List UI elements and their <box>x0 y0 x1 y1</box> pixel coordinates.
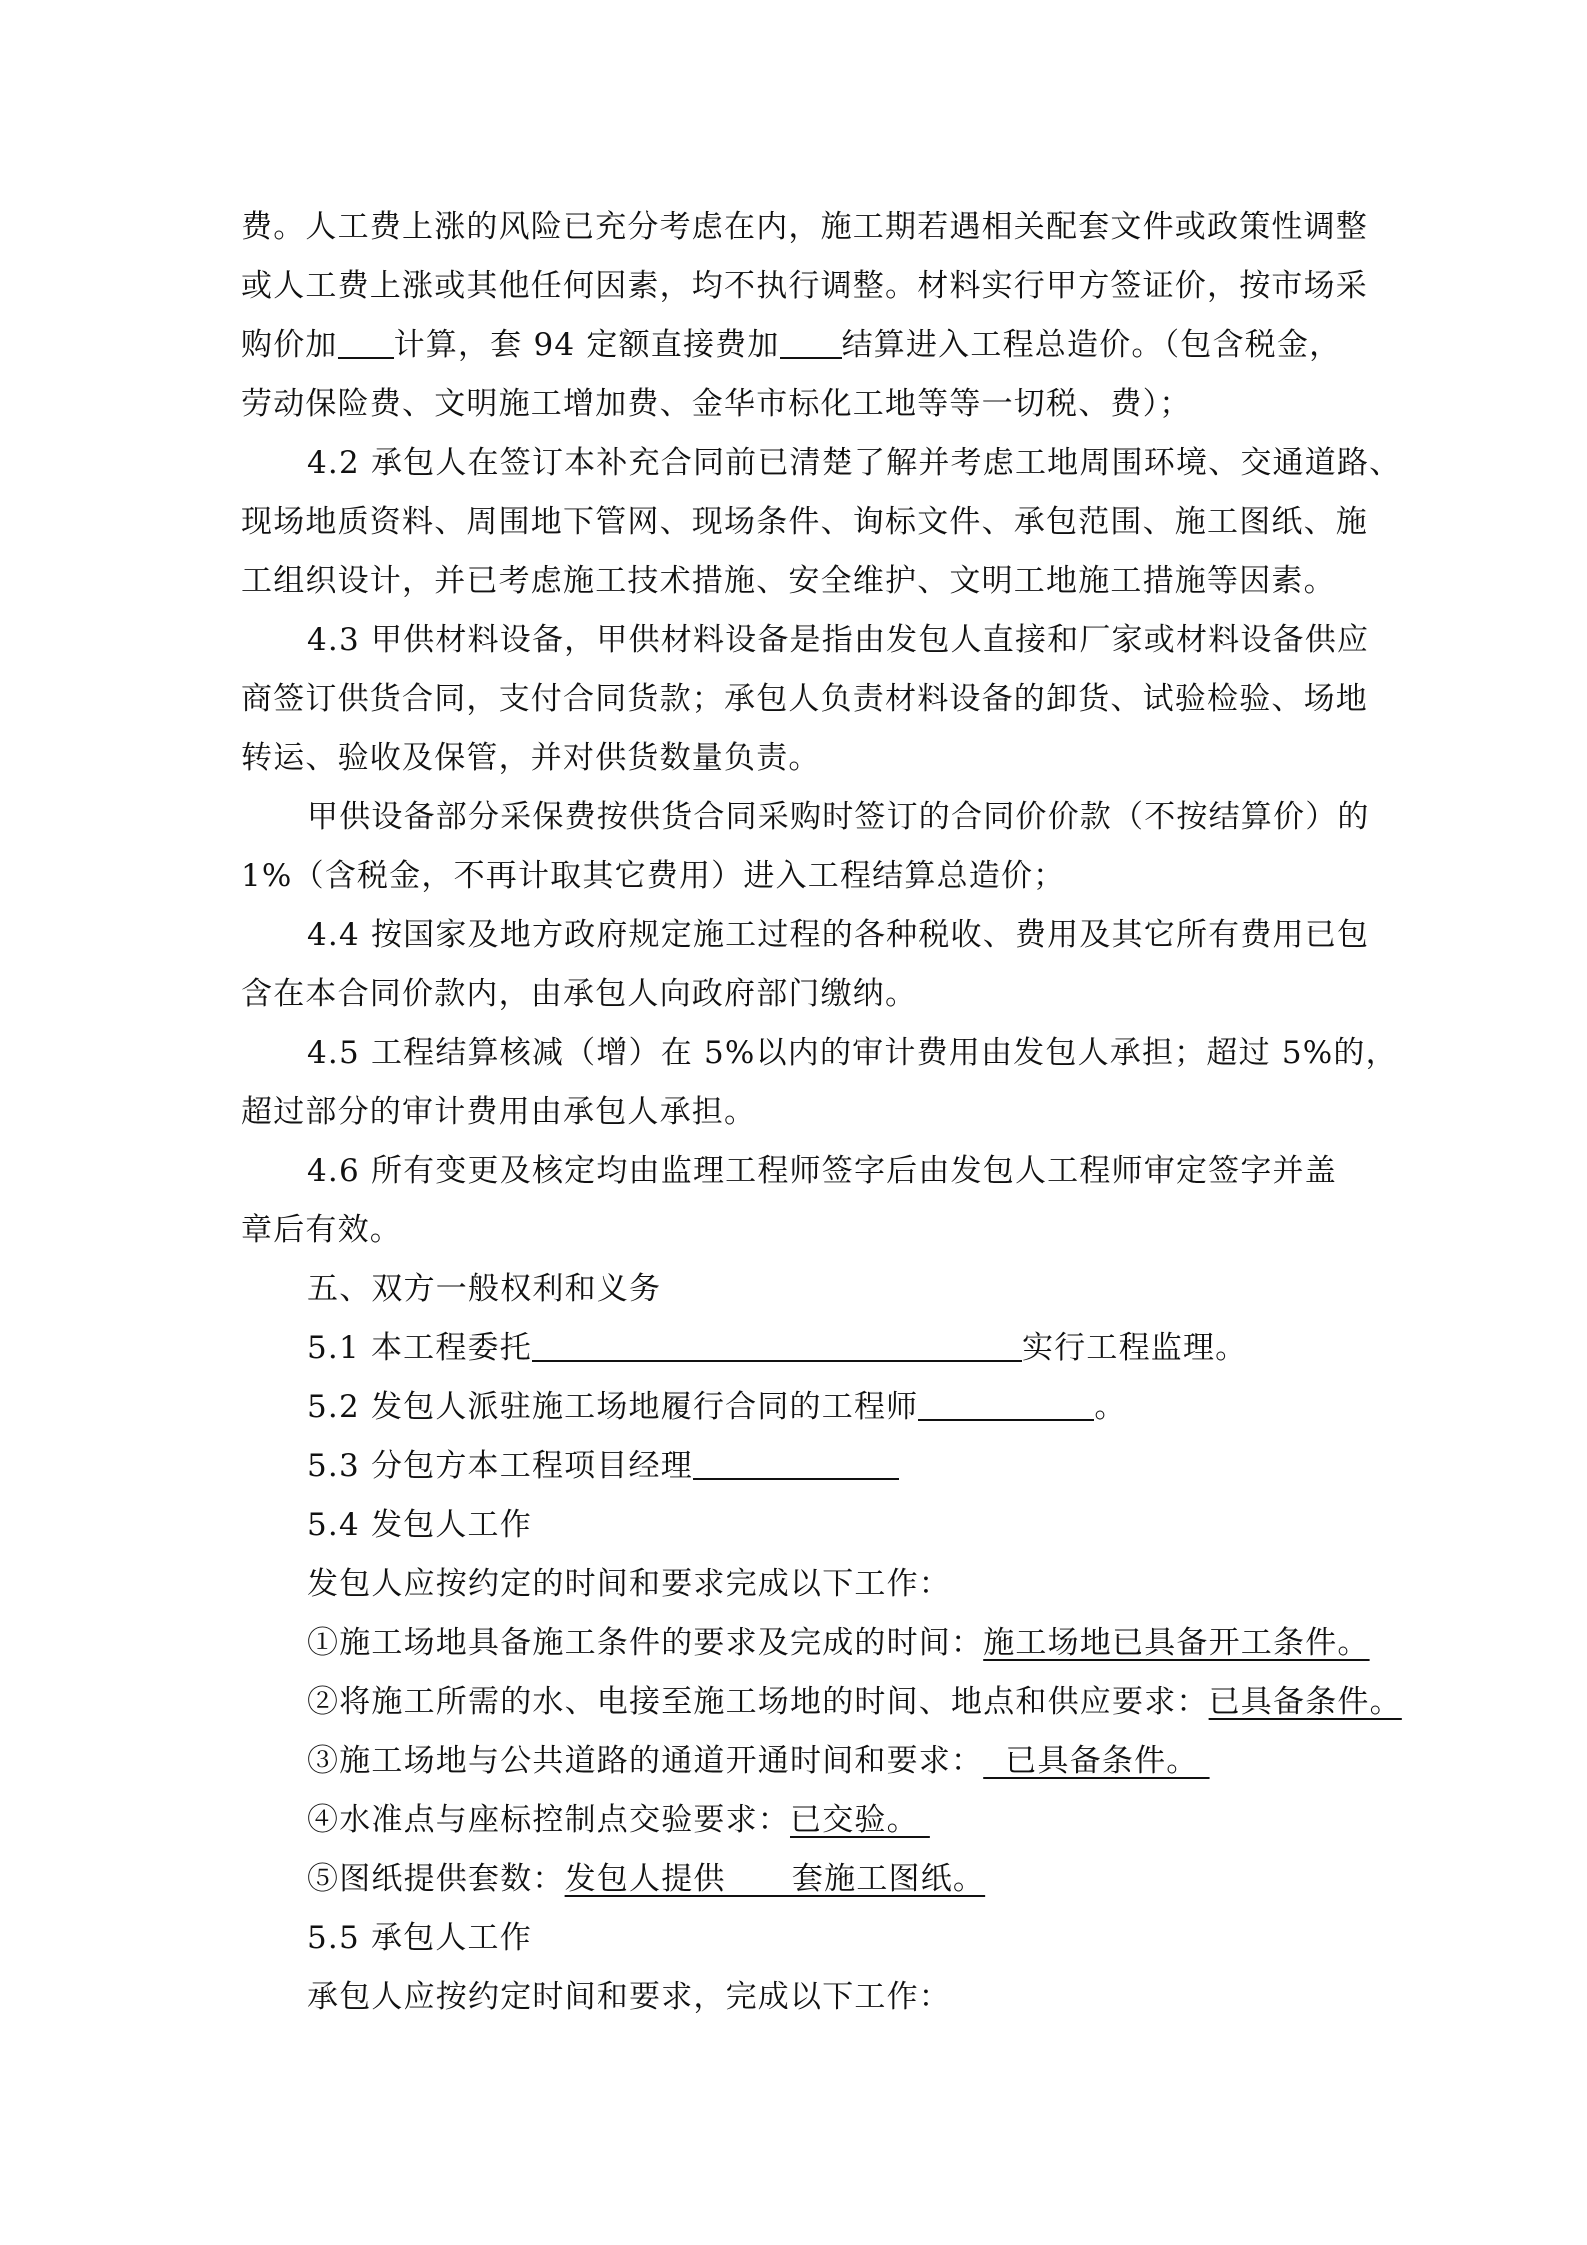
clause-5-4-heading: 5.4 发包人工作 <box>307 1507 532 1543</box>
underlined-answer: 施工场地已具备开工条件。 <box>983 1625 1370 1661</box>
clause-5-3-line <box>241 1437 1353 1496</box>
paragraph-line: 转运、验收及保管，并对供货数量负责。 <box>241 740 821 776</box>
employer-task-4 <box>241 1791 1353 1850</box>
employer-task-2 <box>241 1673 1402 1732</box>
paragraph-line: 发包人应按约定的时间和要求完成以下工作： <box>307 1566 951 1602</box>
clause-4-2-heading-line: 4.2 承包人在签订本补充合同前已清楚了解并考虑工地周围环境、交通道路、 <box>307 445 1402 481</box>
text-segment: ③施工场地与公共道路的通道开通时间和要求： <box>307 1743 984 1779</box>
paragraph-line: 章后有效。 <box>241 1212 402 1248</box>
employer-task-3 <box>241 1732 1353 1791</box>
text-segment: 5.3 分包方本工程项目经理 <box>307 1448 693 1484</box>
text-segment: 5.2 发包人派驻施工场地履行合同的工程师 <box>307 1389 919 1425</box>
clause-5-1-line <box>241 1319 1353 1378</box>
paragraph-line: 劳动保险费、文明施工增加费、金华市标化工地等等一切税、费）； <box>241 386 1192 422</box>
employer-task-5 <box>241 1850 1353 1909</box>
section-five-heading: 五、双方一般权利和义务 <box>307 1271 662 1307</box>
paragraph-line: 工组织设计，并已考虑施工技术措施、安全维护、文明工地施工措施等因素。 <box>241 563 1336 599</box>
clause-4-6-heading-line: 4.6 所有变更及核定均由监理工程师签字后由发包人工程师审定签字并盖 <box>307 1153 1337 1189</box>
underlined-answer: 已具备条件。 <box>983 1743 1210 1779</box>
paragraph-line: 承包人应按约定时间和要求，完成以下工作： <box>307 1979 951 2015</box>
paragraph-line: 或人工费上涨或其他任何因素，均不执行调整。材料实行甲方签证价，按市场采 <box>241 268 1368 304</box>
paragraph-line: 费。人工费上涨的风险已充分考虑在内，施工期若遇相关配套文件或政策性调整 <box>241 209 1368 245</box>
engineer-fill-blank[interactable] <box>918 1385 1094 1421</box>
clause-4-5-heading-line: 4.5 工程结算核减（增）在 5%以内的审计费用由发包人承担；超过 5%的， <box>307 1035 1398 1071</box>
supervisor-fill-blank[interactable] <box>532 1326 1022 1362</box>
clause-4-4-heading-line: 4.4 按国家及地方政府规定施工过程的各种税收、费用及其它所有费用已包 <box>307 917 1370 953</box>
underlined-answer: 发包人提供 套施工图纸。 <box>564 1861 986 1897</box>
paragraph-line: 超过部分的审计费用由承包人承担。 <box>241 1094 757 1130</box>
clause-5-5-heading: 5.5 承包人工作 <box>307 1920 532 1956</box>
paragraph-line: 现场地质资料、周围地下管网、现场条件、询标文件、承包范围、施工图纸、施 <box>241 504 1368 540</box>
text-segment: ②将施工所需的水、电接至施工场地的时间、地点和供应要求： <box>307 1684 1209 1720</box>
paragraph-line: 甲供设备部分采保费按供货合同采购时签订的合同价价款（不按结算价）的 <box>307 799 1370 835</box>
text-segment: 计算，套 94 定额直接费加 <box>393 327 780 363</box>
text-segment: 购价加 <box>241 327 338 363</box>
clause-5-2-line <box>241 1378 1353 1437</box>
underlined-answer: 已具备条件。 <box>1208 1684 1402 1720</box>
paragraph-line <box>241 316 1353 375</box>
text-segment: 5.1 本工程委托 <box>307 1330 532 1366</box>
paragraph-line: 含在本合同价款内，由承包人向政府部门缴纳。 <box>241 976 918 1012</box>
document-body <box>241 198 1402 2027</box>
paragraph-line: 1%（含税金，不再计取其它费用）进入工程结算总造价； <box>241 858 1066 894</box>
text-segment: 实行工程监理。 <box>1021 1330 1248 1366</box>
manager-fill-blank[interactable] <box>693 1444 899 1480</box>
paragraph-line: 商签订供货合同，支付合同货款；承包人负责材料设备的卸货、试验检验、场地 <box>241 681 1368 717</box>
clause-4-3-heading-line: 4.3 甲供材料设备，甲供材料设备是指由发包人直接和厂家或材料设备供应 <box>307 622 1370 658</box>
underlined-answer: 已交验。 <box>790 1802 930 1838</box>
text-segment: 。 <box>1094 1389 1127 1425</box>
fill-blank[interactable] <box>338 323 394 359</box>
text-segment: ⑤图纸提供套数： <box>307 1861 565 1897</box>
fill-blank[interactable] <box>780 323 842 359</box>
text-segment: ①施工场地具备施工条件的要求及完成的时间： <box>307 1625 984 1661</box>
text-segment: ④水准点与座标控制点交验要求： <box>307 1802 790 1838</box>
employer-task-1 <box>241 1614 1370 1673</box>
text-segment: 结算进入工程总造价。（包含税金， <box>841 327 1342 363</box>
